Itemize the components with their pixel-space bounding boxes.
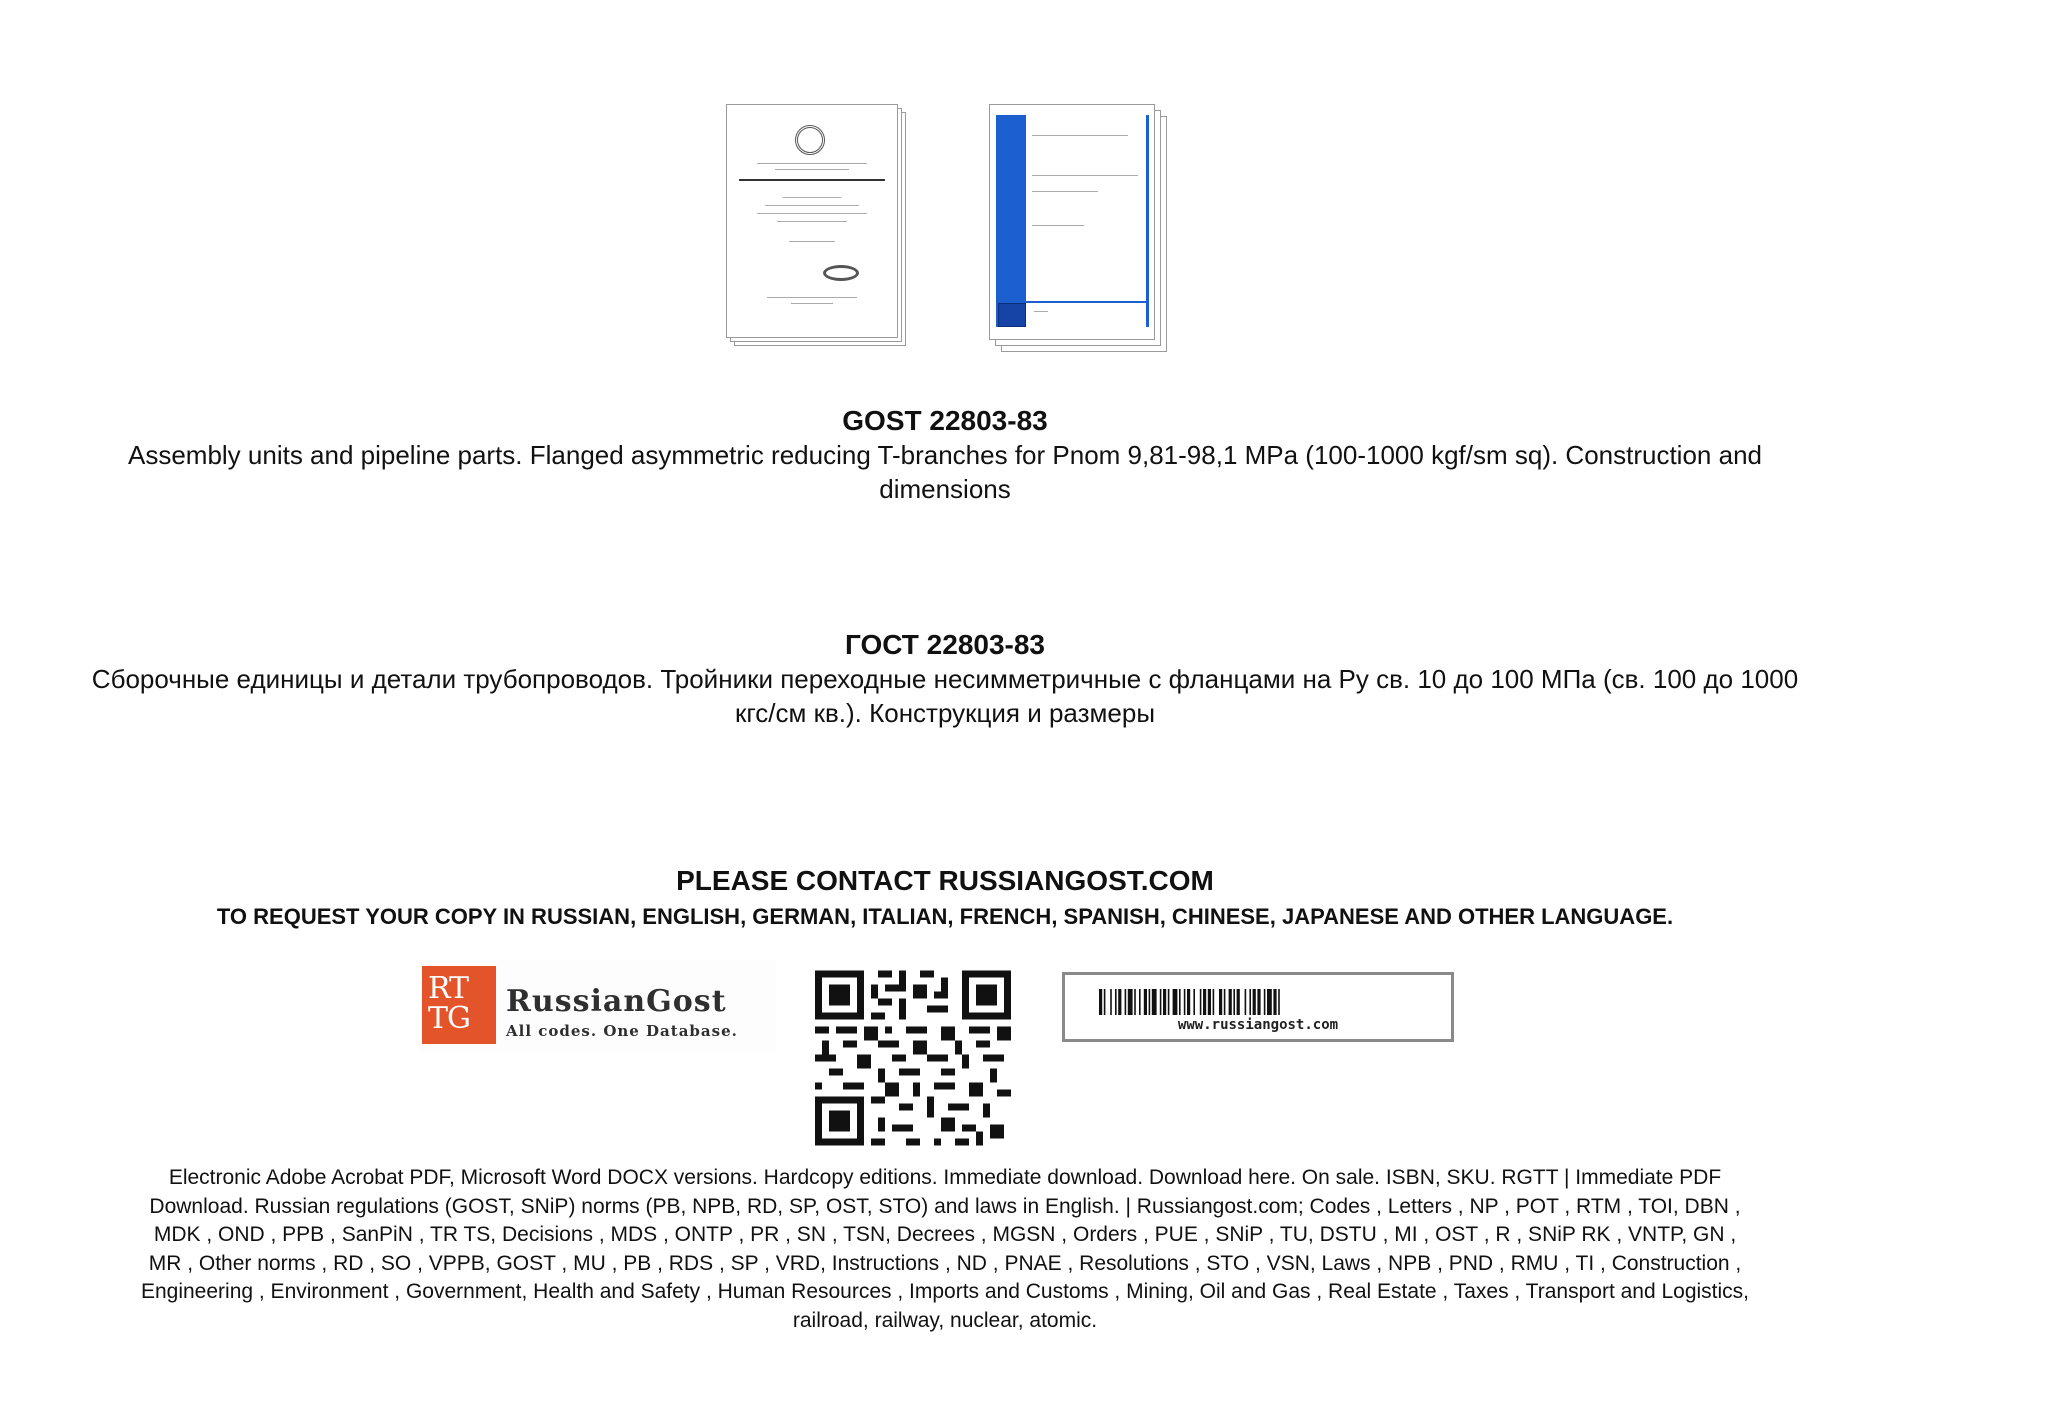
barcode-bar (1273, 989, 1276, 1015)
barcode-bar (1163, 989, 1166, 1015)
cover-text-line (1032, 175, 1138, 176)
barcode-bar (1267, 989, 1272, 1015)
barcode-bar (1219, 989, 1222, 1015)
barcode-bar (1152, 989, 1157, 1015)
barcode-bar (1160, 989, 1162, 1015)
barcode-bar (1128, 989, 1133, 1015)
qr-code-icon (815, 970, 1011, 1146)
barcode-bar (1104, 989, 1106, 1015)
cover-text-line (775, 169, 849, 170)
barcode-text: www.russiangost.com (1177, 1017, 1339, 1033)
russian-standard-code: ГОСТ 22803-83 (844, 629, 1046, 660)
barcode-bar (1184, 989, 1186, 1015)
cover-text-line (1034, 311, 1048, 312)
barcode-bar (1200, 989, 1202, 1015)
barcode-bar (1168, 989, 1170, 1015)
cover-emblem-icon (998, 303, 1026, 327)
barcode-bar (1213, 989, 1215, 1015)
barcode-bar (1125, 989, 1127, 1015)
barcode-bar (1179, 989, 1181, 1015)
barcode-bar (1203, 989, 1206, 1015)
barcode-bar (1134, 989, 1136, 1015)
barcode-bar (1099, 989, 1102, 1015)
cover-text-line (1032, 135, 1128, 136)
barcode-bar (1193, 989, 1195, 1015)
barcode-bar (1149, 989, 1151, 1015)
cover-text-line (1032, 191, 1098, 192)
footer-block (0, 1164, 1890, 1336)
barcode-bar (1118, 989, 1121, 1015)
qr-code-graphic (815, 970, 1011, 1146)
barcode-bar (1237, 989, 1240, 1015)
cover-sheet-front (726, 104, 898, 338)
barcode-bar (1144, 989, 1147, 1015)
barcode-bar (1233, 989, 1235, 1015)
cover-text-line (757, 213, 867, 214)
barcode-bar (1245, 989, 1247, 1015)
barcode-bar (1139, 989, 1141, 1015)
barcode-bar (1278, 989, 1280, 1015)
contact-title: PLEASE CONTACT RUSSIANGOST.COM (676, 865, 1214, 896)
rttg-logo-mark: RT TG (422, 966, 496, 1044)
cover-text-line (783, 197, 841, 198)
gost-cover-thumbnail-new (989, 104, 1165, 342)
barcode-bars (1099, 989, 1423, 1015)
contact-block (0, 862, 1890, 934)
cover-text-line (789, 241, 835, 242)
barcode-bar (1257, 989, 1260, 1015)
cover-ornament-icon (823, 265, 859, 281)
barcode-bar (1253, 989, 1256, 1015)
cover-text-line (777, 221, 847, 222)
barcode-bar (1264, 989, 1266, 1015)
barcode-bar (1115, 989, 1117, 1015)
cover-rule (739, 179, 885, 181)
cover-text-line (1032, 225, 1084, 226)
gost-cover-thumbnail-old (726, 104, 902, 342)
contact-subtitle: TO REQUEST YOUR COPY IN RUSSIAN, ENGLISH, GERMAN, ITALIAN, FRENCH, SPANISH, CHINESE, JAPANESE AND OTHER LANGUAGE. (216, 904, 1674, 929)
barcode-bar (1208, 989, 1211, 1015)
barcode-bar (1229, 989, 1232, 1015)
russiangost-logo (420, 960, 776, 1052)
barcode-bar (1173, 989, 1178, 1015)
cover-blue-edge (1146, 115, 1149, 327)
cover-text-line (791, 303, 833, 304)
barcode (1062, 972, 1454, 1042)
footer-text: Electronic Adobe Acrobat PDF, Microsoft Word DOCX versions. Hardcopy editions. Immediate download. Download here. On sale. ISBN, SKU. RGTT | Immediate PDF Download. Russian regulations (GOST, SNiP) norms (PB, NPB, RD, SP, OST, STO) and laws in English. | Russiangost.com; Codes , Letters , NP , POT , RTM , TOI, DBN , MDK , OND , PPB , SanPiN , TR TS, Decisions , MDS , ONTP , PR , SN , TSN, Decrees , MGSN , Orders , PUE , SNiP , TU, DSTU , MI , OST , R , SNiP RK , VNTP, GN , MR , Other norms , RD , SO , VPPB, GOST , MU , PB , RDS , SP , VRD, Instructions , ND , PNAE , Resolutions , STO , VSN, Laws , NPB , PND , RMU , TI , Construction , Engineering , Environment , Government, Health and Safety , Human Resources , Imports and Customs , Mining, Oil and Gas , Real Estate , Taxes , Transport and Logistics, railroad, railway, nuclear, atomic. (140, 1166, 1750, 1332)
russian-standard-description: Сборочные единицы и детали трубопроводов. Тройники переходные несимметричные с фланцами на Ру св. 10 до 100 МПа (св. 100 до 1000 кгс/см кв.). Конструкция и размеры (91, 664, 1799, 728)
state-emblem-icon (795, 125, 825, 155)
english-standard-block (0, 404, 1890, 506)
barcode-bar (1249, 989, 1251, 1015)
logo-tagline: All codes. One Database. (506, 1022, 738, 1040)
barcode-bar (1187, 989, 1190, 1015)
russian-standard-block (0, 628, 1890, 730)
cover-text-line (767, 297, 857, 298)
barcode-bar (1224, 989, 1226, 1015)
english-standard-description: Assembly units and pipeline parts. Flanged asymmetric reducing T-branches for Pnom 9,81-98,1 MPa (100-1000 kgf/sm sq). Construction and dimensions (127, 440, 1762, 504)
barcode-bar (1110, 989, 1112, 1015)
cover-blue-stripe (996, 115, 1026, 327)
cover-sheet-front (989, 104, 1155, 340)
cover-text-line (765, 205, 859, 206)
english-standard-code: GOST 22803-83 (842, 405, 1048, 436)
logo-name: RussianGost (506, 984, 727, 1019)
cover-text-line (757, 163, 867, 164)
